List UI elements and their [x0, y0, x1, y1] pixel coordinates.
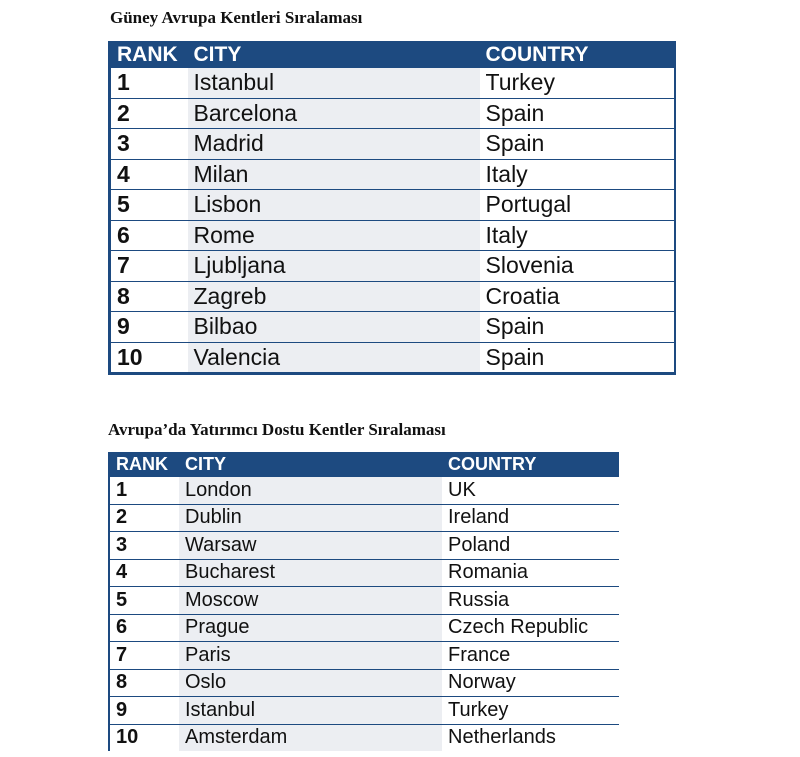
city-cell: Bucharest	[179, 559, 442, 587]
table-header-row	[110, 41, 675, 68]
rank-cell: 6	[110, 220, 188, 251]
city-cell: Zagreb	[188, 281, 480, 312]
table-row	[109, 587, 619, 615]
country-cell: Netherlands	[442, 724, 619, 751]
table-row	[109, 724, 619, 751]
city-cell: Moscow	[179, 587, 442, 615]
rank-cell: 4	[109, 559, 179, 587]
country-cell: Poland	[442, 532, 619, 560]
table-row	[109, 559, 619, 587]
rank-cell: 10	[109, 724, 179, 751]
city-cell: Dublin	[179, 504, 442, 532]
table-2-title: Avrupa’da Yatırımcı Dostu Kentler Sıralaması	[108, 420, 446, 439]
table-row	[109, 669, 619, 697]
city-cell: Istanbul	[179, 697, 442, 725]
table-row	[110, 251, 675, 282]
header-city: CITY	[188, 41, 480, 68]
table-header-row	[109, 452, 619, 477]
country-cell: Turkey	[442, 697, 619, 725]
table-row	[110, 220, 675, 251]
rank-cell: 5	[110, 190, 188, 221]
rank-cell: 2	[110, 98, 188, 129]
rank-cell: 8	[109, 669, 179, 697]
rank-cell: 4	[110, 159, 188, 190]
country-cell: Spain	[480, 342, 675, 374]
rank-cell: 3	[109, 532, 179, 560]
city-cell: Barcelona	[188, 98, 480, 129]
city-cell: Madrid	[188, 129, 480, 160]
country-cell: Norway	[442, 669, 619, 697]
country-cell: Spain	[480, 312, 675, 343]
table-row	[110, 98, 675, 129]
header-rank: RANK	[110, 41, 188, 68]
country-cell: Romania	[442, 559, 619, 587]
city-cell: Valencia	[188, 342, 480, 374]
south-europe-cities-table	[108, 41, 676, 375]
table-row	[109, 614, 619, 642]
investor-friendly-cities-table	[108, 452, 619, 751]
table-row	[110, 68, 675, 98]
city-cell: Milan	[188, 159, 480, 190]
rank-cell: 9	[110, 312, 188, 343]
table-row	[109, 697, 619, 725]
table-row	[110, 342, 675, 374]
country-cell: Portugal	[480, 190, 675, 221]
table-row	[110, 312, 675, 343]
rank-cell: 2	[109, 504, 179, 532]
country-cell: Slovenia	[480, 251, 675, 282]
rank-cell: 7	[110, 251, 188, 282]
table-row	[110, 159, 675, 190]
country-cell: Czech Republic	[442, 614, 619, 642]
city-cell: Prague	[179, 614, 442, 642]
city-cell: Amsterdam	[179, 724, 442, 751]
rank-cell: 8	[110, 281, 188, 312]
header-country: COUNTRY	[442, 452, 619, 477]
city-cell: Bilbao	[188, 312, 480, 343]
country-cell: UK	[442, 477, 619, 504]
table-row	[109, 532, 619, 560]
country-cell: Spain	[480, 129, 675, 160]
rank-cell: 1	[110, 68, 188, 98]
city-cell: Oslo	[179, 669, 442, 697]
country-cell: Italy	[480, 159, 675, 190]
country-cell: Russia	[442, 587, 619, 615]
table-row	[110, 129, 675, 160]
rank-cell: 10	[110, 342, 188, 374]
table-row	[109, 504, 619, 532]
header-city: CITY	[179, 452, 442, 477]
city-cell: Paris	[179, 642, 442, 670]
city-cell: Rome	[188, 220, 480, 251]
city-cell: Istanbul	[188, 68, 480, 98]
city-cell: Lisbon	[188, 190, 480, 221]
country-cell: Turkey	[480, 68, 675, 98]
rank-cell: 1	[109, 477, 179, 504]
table-row	[110, 281, 675, 312]
table-row	[109, 477, 619, 504]
table-row	[110, 190, 675, 221]
rank-cell: 3	[110, 129, 188, 160]
rank-cell: 9	[109, 697, 179, 725]
header-country: COUNTRY	[480, 41, 675, 68]
country-cell: France	[442, 642, 619, 670]
rank-cell: 7	[109, 642, 179, 670]
country-cell: Italy	[480, 220, 675, 251]
header-rank: RANK	[109, 452, 179, 477]
table-row	[109, 642, 619, 670]
city-cell: Warsaw	[179, 532, 442, 560]
country-cell: Croatia	[480, 281, 675, 312]
city-cell: London	[179, 477, 442, 504]
country-cell: Ireland	[442, 504, 619, 532]
rank-cell: 5	[109, 587, 179, 615]
table-1-title: Güney Avrupa Kentleri Sıralaması	[110, 8, 363, 27]
rank-cell: 6	[109, 614, 179, 642]
country-cell: Spain	[480, 98, 675, 129]
city-cell: Ljubljana	[188, 251, 480, 282]
